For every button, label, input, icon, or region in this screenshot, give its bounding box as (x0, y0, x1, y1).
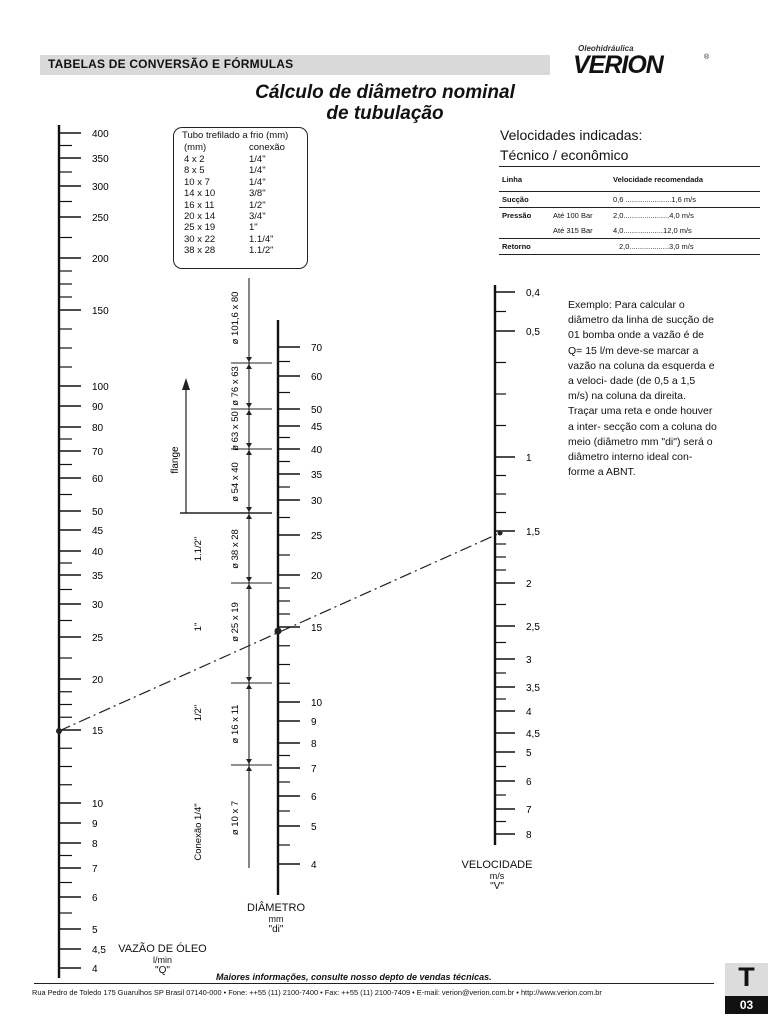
tick-label: 3 (526, 655, 532, 666)
tick-label: 10 (92, 799, 104, 810)
tube-connection: 1" (249, 222, 258, 234)
tick-label: 80 (92, 423, 104, 434)
velocities-heading: Velocidades indicadas: (500, 127, 643, 143)
size-brackets (193, 278, 272, 868)
arrow-down-icon (246, 677, 252, 682)
diameter-scale-name: DIÂMETRO (246, 902, 306, 914)
arrow-down-icon (246, 577, 252, 582)
tick-label: 15 (311, 623, 323, 634)
tick-label: 90 (92, 402, 104, 413)
tick-label: 300 (92, 182, 109, 193)
tick-label: 5 (311, 822, 317, 833)
tick-label: 6 (311, 792, 317, 803)
col-linha: Linha (499, 167, 543, 192)
connection-label: 1" (193, 622, 204, 632)
velocity-scale-label (455, 859, 539, 892)
tick-label: 5 (92, 925, 98, 936)
tick-label: 60 (92, 474, 104, 485)
velocities-subheading: Técnico / econômico (500, 147, 629, 163)
example-point-velocity (498, 531, 503, 536)
brand-logo: VERION (573, 51, 663, 79)
tick-label: 4,5 (526, 729, 540, 740)
tick-label: 100 (92, 382, 109, 393)
velocity-scale-unit: m/s (489, 871, 505, 881)
tick-label: 40 (311, 445, 323, 456)
arrow-up-icon (246, 584, 252, 589)
tick-label: 1,5 (526, 527, 540, 538)
tube-size-label: ø 76 x 63 (230, 366, 241, 406)
section-title: TABELAS DE CONVERSÃO E FÓRMULAS (48, 57, 294, 71)
velocity-scale-symbol: "V" (490, 881, 504, 892)
connection-label: 1.1/2" (193, 536, 204, 562)
page-number: 03 (725, 996, 768, 1014)
arrow-up-icon (246, 410, 252, 415)
tick-label: 6 (92, 893, 98, 904)
arrow-down-icon (246, 357, 252, 362)
flange-label: flange (170, 446, 181, 474)
tube-connection: 1/4" (249, 154, 266, 165)
col-velocidade: Velocidade recomendada (605, 167, 760, 192)
tick-label: 8 (526, 830, 532, 841)
tube-size-label: ø 54 x 40 (230, 462, 241, 502)
tick-label: 60 (311, 372, 323, 383)
table-row: Pressão Até 100 Bar 2,0......................4,0 m/s (499, 208, 760, 224)
flange-arrow-head-icon (182, 378, 190, 390)
tube-size-label: ø 101,6 x 80 (230, 291, 241, 345)
flow-scale-label (110, 943, 215, 976)
tube-table-title: Tubo trefilado a frio (mm) (182, 130, 289, 141)
tick-label: 200 (92, 254, 109, 265)
tick-label: 70 (311, 343, 323, 354)
tick-label: 4 (311, 860, 317, 871)
tick-label: 7 (311, 764, 317, 775)
example-text: Exemplo: Para calcular o diâmetro da linha de sucção de 01 bomba onde a vazão é de Q= 15 l/m deve-se marcar a vazão na coluna da esquerda e a veloci- dade (de 0,5 a 1,5 m/s) na coluna da direita. Traçar uma reta e onde houver a inter- secção com a coluna do meio (diâmetro mm "di") será o diâmetro interno ideal con- forme a ABNT. (568, 299, 717, 479)
tick-label: 7 (92, 864, 98, 875)
tick-label: 50 (92, 507, 104, 518)
diameter-scale-unit: mm (268, 914, 284, 924)
tube-size: 4 x 2 (184, 154, 205, 165)
tick-label: 15 (92, 726, 104, 737)
tube-size: 10 x 7 (184, 176, 210, 188)
tick-label: 25 (311, 531, 323, 542)
tick-label: 2,5 (526, 622, 540, 633)
tick-label: 20 (311, 571, 323, 582)
arrow-up-icon (246, 514, 252, 519)
tick-label: 45 (311, 422, 323, 433)
tube-size-label: ø 38 x 28 (230, 529, 241, 569)
tick-label: 4 (92, 964, 98, 975)
page-letter: T (738, 962, 755, 992)
flow-scale-name: VAZÃO DE ÓLEO (118, 943, 207, 955)
tick-label: 0,4 (526, 288, 540, 299)
arrow-down-icon (246, 403, 252, 408)
tick-label: 400 (92, 129, 109, 140)
tube-table-col2: conexão (249, 142, 285, 153)
tick-label: 8 (92, 839, 98, 850)
tick-label: 10 (311, 698, 323, 709)
tick-label: 250 (92, 213, 109, 224)
tick-label: 1 (526, 453, 532, 464)
tube-connection: 3/4" (249, 210, 266, 222)
arrow-up-icon (246, 684, 252, 689)
footer-divider (34, 983, 714, 984)
tube-size: 38 x 28 (184, 245, 216, 257)
tick-label: 5 (526, 748, 532, 759)
footer-address: Rua Pedro de Toledo 175 Guarulhos SP Brasil 07140-000 • Fone: ++55 (11) 2100-7400 • Fax: ++55 (11) 2100-7409 • E-mail: verion@verion.com.br • http://www.verion.com.br (32, 988, 602, 997)
tick-label: 25 (92, 633, 104, 644)
diameter-scale-symbol: "di" (268, 924, 284, 935)
tube-connection: 1.1/4" (249, 233, 274, 245)
flow-scale-symbol: "Q" (155, 965, 170, 976)
tube-size-label: ø 63 x 50 (230, 411, 241, 451)
tick-label: 350 (92, 154, 109, 165)
footer-note: Maiores informações, consulte nosso depto de vendas técnicas. (216, 972, 492, 982)
tube-size: 16 x 11 (184, 199, 215, 211)
tick-label: 150 (92, 306, 109, 317)
tick-label: 35 (311, 470, 323, 481)
tube-connection: 1.1/2" (249, 245, 274, 257)
tick-label: 50 (311, 405, 323, 416)
tube-size: 8 x 5 (184, 165, 205, 177)
tube-size: 25 x 19 (184, 222, 216, 234)
tick-label: 2 (526, 579, 532, 590)
registered-mark: ® (704, 54, 710, 61)
table-row: Retorno 2,0...................3,0 m/s (499, 239, 760, 255)
diameter-scale (278, 320, 323, 895)
diameter-scale-label (236, 902, 316, 935)
tube-size: 30 x 22 (184, 233, 216, 245)
tick-label: 3,5 (526, 683, 540, 694)
tick-label: 9 (92, 819, 98, 830)
tube-size: 20 x 14 (184, 210, 216, 222)
flow-scale (59, 125, 109, 978)
arrow-up-icon (246, 364, 252, 369)
example-point-flow (56, 728, 62, 734)
tube-table-col1: (mm) (184, 142, 207, 153)
tick-label: 8 (311, 739, 317, 750)
arrow-up-icon (246, 450, 252, 455)
tick-label: 6 (526, 777, 532, 788)
connection-label: Conexão 1/4" (193, 803, 204, 861)
tick-label: 9 (311, 717, 317, 728)
example-point-diameter (275, 628, 282, 635)
logo-tagline: Oleohidráulica (578, 44, 634, 53)
arrow-down-icon (246, 759, 252, 764)
tube-connection: 1/4" (249, 176, 266, 188)
flow-scale-unit: l/min (152, 955, 172, 965)
table-row: Sucção 0,6 ......................1,6 m/s (499, 192, 760, 208)
page-title-line2: de tubulação (326, 103, 444, 124)
arrow-up-icon (246, 766, 252, 771)
arrow-down-icon (246, 443, 252, 448)
tube-size-label: ø 10 x 7 (230, 800, 241, 836)
arrow-down-icon (246, 507, 252, 512)
page-title-line1: Cálculo de diâmetro nominal (255, 82, 515, 103)
velocity-scale (495, 285, 540, 845)
velocity-scale-name: VELOCIDADE (461, 859, 533, 871)
tick-label: 45 (92, 526, 104, 537)
tube-connection: 3/8" (249, 188, 266, 200)
connection-label: 1/2" (193, 704, 204, 722)
tick-label: 30 (311, 496, 323, 507)
tick-label: 70 (92, 447, 104, 458)
tube-size-label: ø 16 x 11 (230, 704, 241, 744)
table-row: Até 315 Bar 4,0...................12,0 m/s (499, 223, 760, 239)
tick-label: 4 (526, 707, 532, 718)
tick-label: 7 (526, 805, 532, 816)
tick-label: 30 (92, 600, 104, 611)
tube-connection: 1/4" (249, 165, 266, 177)
tick-label: 4,5 (92, 945, 106, 956)
tube-connection: 1/2" (249, 199, 266, 211)
tick-label: 20 (92, 675, 104, 686)
tick-label: 35 (92, 571, 104, 582)
tube-size-label: ø 25 x 19 (230, 602, 241, 642)
tube-size: 14 x 10 (184, 188, 216, 200)
tick-label: 40 (92, 547, 104, 558)
tick-label: 0,5 (526, 327, 540, 338)
